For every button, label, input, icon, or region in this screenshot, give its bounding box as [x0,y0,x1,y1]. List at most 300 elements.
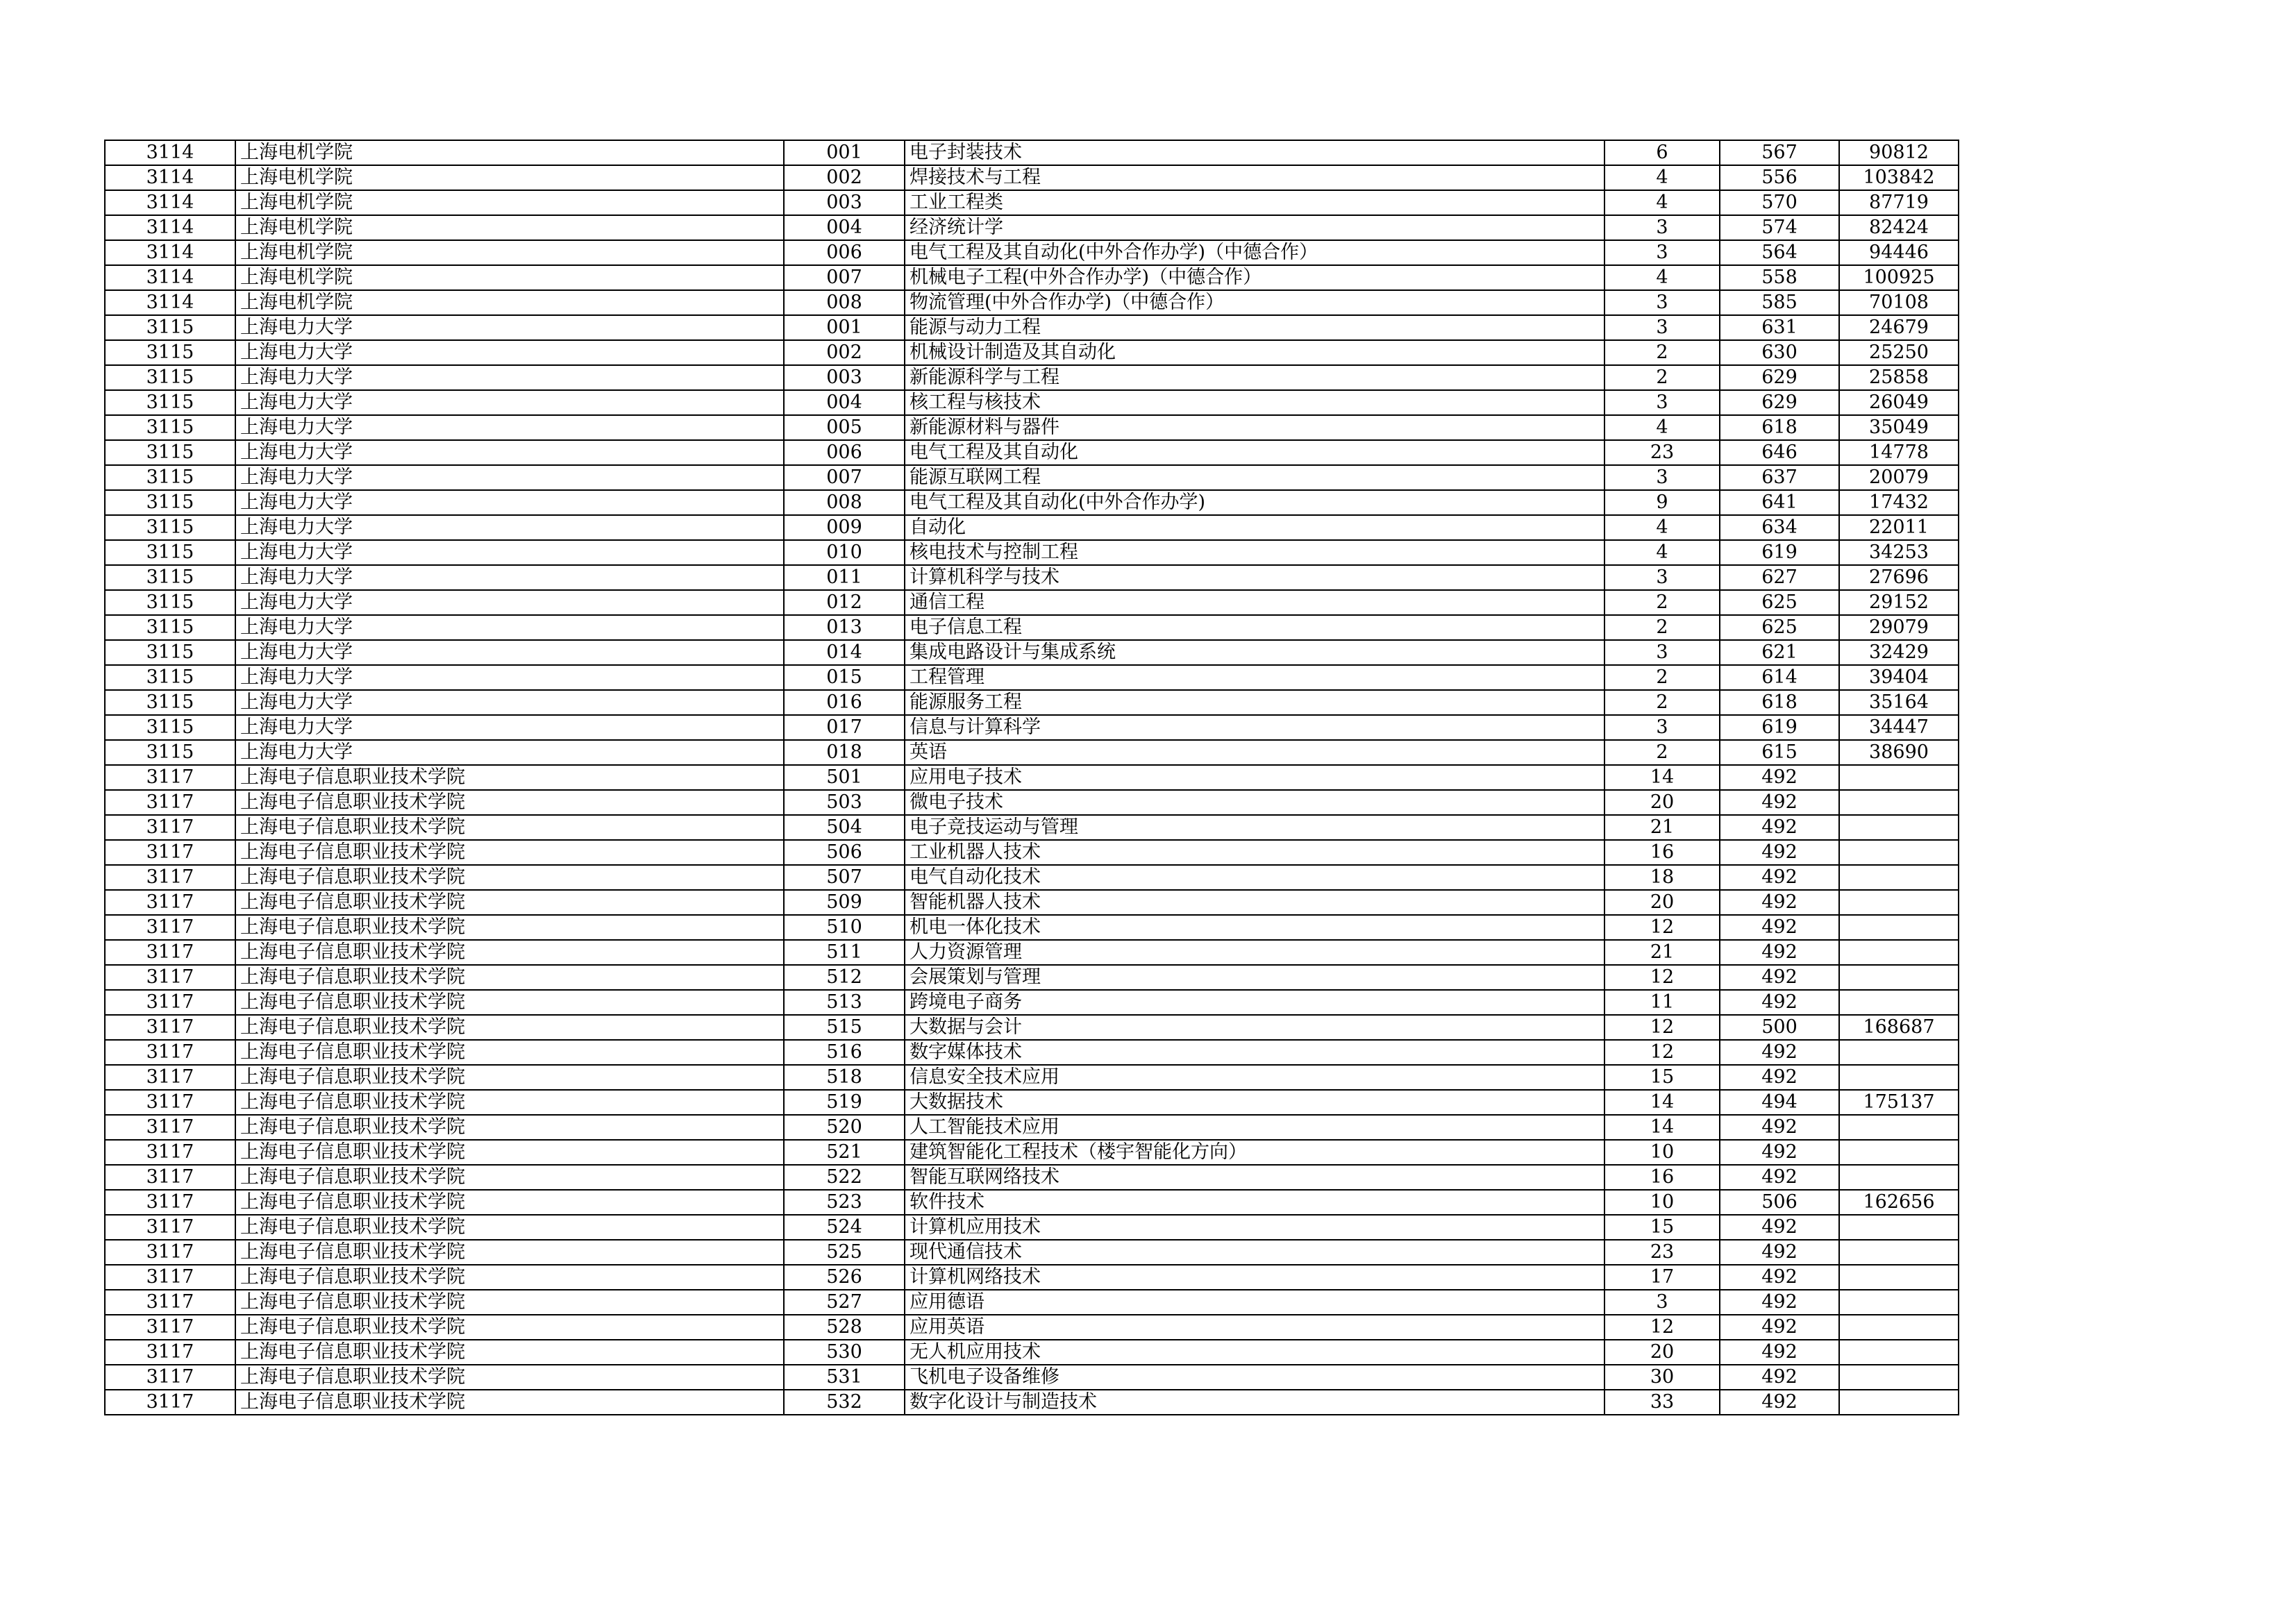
major-name-cell: 电子竞技运动与管理 [905,815,1604,840]
school-name-cell: 上海电力大学 [235,615,784,640]
major-name-cell: 数字媒体技术 [905,1040,1604,1065]
major-code-cell: 007 [784,465,905,490]
major-code-cell: 002 [784,165,905,190]
school-code-cell: 3117 [105,990,235,1015]
major-name-cell: 建筑智能化工程技术（楼宇智能化方向） [905,1140,1604,1165]
school-code-cell: 3114 [105,190,235,215]
school-name-cell: 上海电子信息职业技术学院 [235,940,784,965]
major-code-cell: 512 [784,965,905,990]
table-row [105,1065,1959,1090]
school-code-cell: 3115 [105,615,235,640]
min-rank-cell [1839,1315,1959,1340]
major-name-cell: 人力资源管理 [905,940,1604,965]
school-code-cell: 3117 [105,1265,235,1290]
school-name-cell: 上海电力大学 [235,390,784,415]
major-code-cell: 524 [784,1215,905,1240]
major-name-cell: 应用德语 [905,1290,1604,1315]
min-score-cell: 627 [1720,565,1839,590]
school-code-cell: 3117 [105,1090,235,1115]
table-row [105,740,1959,765]
min-score-cell: 646 [1720,440,1839,465]
min-score-cell: 492 [1720,1140,1839,1165]
table-row [105,790,1959,815]
major-code-cell: 004 [784,390,905,415]
major-code-cell: 012 [784,590,905,615]
major-name-cell: 大数据技术 [905,1090,1604,1115]
major-code-cell: 528 [784,1315,905,1340]
major-code-cell: 522 [784,1165,905,1190]
school-code-cell: 3115 [105,540,235,565]
major-name-cell: 机电一体化技术 [905,915,1604,940]
school-name-cell: 上海电子信息职业技术学院 [235,1315,784,1340]
table-row [105,1215,1959,1240]
table-row [105,1015,1959,1040]
min-score-cell: 492 [1720,1215,1839,1240]
min-score-cell: 492 [1720,1115,1839,1140]
school-code-cell: 3117 [105,1165,235,1190]
plan-count-cell: 17 [1604,1265,1720,1290]
school-code-cell: 3114 [105,140,235,165]
min-score-cell: 614 [1720,665,1839,690]
plan-count-cell: 12 [1604,915,1720,940]
major-name-cell: 通信工程 [905,590,1604,615]
min-score-cell: 492 [1720,840,1839,865]
min-score-cell: 500 [1720,1015,1839,1040]
school-name-cell: 上海电力大学 [235,315,784,340]
major-name-cell: 机械设计制造及其自动化 [905,340,1604,365]
major-code-cell: 005 [784,415,905,440]
school-code-cell: 3115 [105,690,235,715]
table-row [105,665,1959,690]
plan-count-cell: 12 [1604,965,1720,990]
school-name-cell: 上海电机学院 [235,265,784,290]
min-rank-cell: 34447 [1839,715,1959,740]
major-name-cell: 软件技术 [905,1190,1604,1215]
school-code-cell: 3115 [105,715,235,740]
major-name-cell: 应用英语 [905,1315,1604,1340]
plan-count-cell: 4 [1604,190,1720,215]
min-score-cell: 492 [1720,915,1839,940]
min-score-cell: 558 [1720,265,1839,290]
min-rank-cell: 32429 [1839,640,1959,665]
min-score-cell: 629 [1720,365,1839,390]
major-code-cell: 509 [784,890,905,915]
min-rank-cell [1839,1115,1959,1140]
major-name-cell: 电气工程及其自动化(中外合作办学)（中德合作） [905,240,1604,265]
major-name-cell: 工程管理 [905,665,1604,690]
major-name-cell: 经济统计学 [905,215,1604,240]
school-name-cell: 上海电力大学 [235,640,784,665]
admission-table [104,140,1959,1415]
plan-count-cell: 15 [1604,1215,1720,1240]
min-rank-cell: 25250 [1839,340,1959,365]
major-name-cell: 核工程与核技术 [905,390,1604,415]
major-code-cell: 504 [784,815,905,840]
school-name-cell: 上海电子信息职业技术学院 [235,1115,784,1140]
min-rank-cell [1839,1290,1959,1315]
major-code-cell: 523 [784,1190,905,1215]
major-name-cell: 英语 [905,740,1604,765]
min-rank-cell [1839,1065,1959,1090]
school-name-cell: 上海电子信息职业技术学院 [235,765,784,790]
major-name-cell: 计算机应用技术 [905,1215,1604,1240]
plan-count-cell: 12 [1604,1040,1720,1065]
min-score-cell: 641 [1720,490,1839,515]
major-code-cell: 516 [784,1040,905,1065]
table-row [105,265,1959,290]
min-rank-cell [1839,965,1959,990]
major-name-cell: 无人机应用技术 [905,1340,1604,1365]
plan-count-cell: 2 [1604,365,1720,390]
school-name-cell: 上海电力大学 [235,565,784,590]
major-name-cell: 能源互联网工程 [905,465,1604,490]
major-name-cell: 电气工程及其自动化(中外合作办学) [905,490,1604,515]
major-name-cell: 应用电子技术 [905,765,1604,790]
major-name-cell: 智能机器人技术 [905,890,1604,915]
min-score-cell: 564 [1720,240,1839,265]
min-score-cell: 506 [1720,1190,1839,1215]
school-code-cell: 3115 [105,740,235,765]
min-score-cell: 492 [1720,1065,1839,1090]
min-rank-cell [1839,1340,1959,1365]
plan-count-cell: 33 [1604,1390,1720,1415]
table-row [105,390,1959,415]
school-code-cell: 3115 [105,515,235,540]
major-name-cell: 电子信息工程 [905,615,1604,640]
table-row [105,565,1959,590]
major-name-cell: 跨境电子商务 [905,990,1604,1015]
major-code-cell: 008 [784,290,905,315]
plan-count-cell: 2 [1604,665,1720,690]
table-row [105,165,1959,190]
min-score-cell: 492 [1720,815,1839,840]
school-code-cell: 3114 [105,240,235,265]
min-score-cell: 567 [1720,140,1839,165]
school-code-cell: 3115 [105,465,235,490]
plan-count-cell: 15 [1604,1065,1720,1090]
min-score-cell: 631 [1720,315,1839,340]
school-name-cell: 上海电力大学 [235,340,784,365]
plan-count-cell: 2 [1604,590,1720,615]
table-row [105,1315,1959,1340]
plan-count-cell: 3 [1604,390,1720,415]
major-name-cell: 工业工程类 [905,190,1604,215]
table-row [105,340,1959,365]
major-name-cell: 机械电子工程(中外合作办学)（中德合作） [905,265,1604,290]
school-code-cell: 3117 [105,890,235,915]
table-row [105,215,1959,240]
plan-count-cell: 10 [1604,1190,1720,1215]
min-score-cell: 625 [1720,615,1839,640]
min-score-cell: 492 [1720,790,1839,815]
school-code-cell: 3117 [105,1190,235,1215]
school-name-cell: 上海电子信息职业技术学院 [235,1215,784,1240]
major-code-cell: 014 [784,640,905,665]
min-rank-cell [1839,1215,1959,1240]
plan-count-cell: 3 [1604,640,1720,665]
min-rank-cell: 20079 [1839,465,1959,490]
table-row [105,915,1959,940]
min-rank-cell [1839,1365,1959,1390]
major-name-cell: 智能互联网络技术 [905,1165,1604,1190]
major-code-cell: 521 [784,1140,905,1165]
plan-count-cell: 3 [1604,715,1720,740]
min-score-cell: 492 [1720,765,1839,790]
school-name-cell: 上海电子信息职业技术学院 [235,990,784,1015]
major-code-cell: 527 [784,1290,905,1315]
min-score-cell: 570 [1720,190,1839,215]
plan-count-cell: 11 [1604,990,1720,1015]
table-row [105,690,1959,715]
table-row [105,940,1959,965]
plan-count-cell: 3 [1604,240,1720,265]
major-name-cell: 计算机科学与技术 [905,565,1604,590]
major-code-cell: 520 [784,1115,905,1140]
major-name-cell: 电气工程及其自动化 [905,440,1604,465]
table-row [105,540,1959,565]
plan-count-cell: 3 [1604,215,1720,240]
major-code-cell: 015 [784,665,905,690]
school-name-cell: 上海电力大学 [235,715,784,740]
major-name-cell: 焊接技术与工程 [905,165,1604,190]
major-name-cell: 大数据与会计 [905,1015,1604,1040]
major-code-cell: 532 [784,1390,905,1415]
school-name-cell: 上海电力大学 [235,465,784,490]
min-score-cell: 492 [1720,890,1839,915]
table-row [105,1040,1959,1065]
school-code-cell: 3115 [105,415,235,440]
table-row [105,1190,1959,1215]
min-score-cell: 492 [1720,965,1839,990]
plan-count-cell: 6 [1604,140,1720,165]
min-score-cell: 625 [1720,590,1839,615]
school-code-cell: 3117 [105,1015,235,1040]
plan-count-cell: 23 [1604,1240,1720,1265]
major-code-cell: 510 [784,915,905,940]
major-code-cell: 511 [784,940,905,965]
plan-count-cell: 21 [1604,815,1720,840]
plan-count-cell: 3 [1604,290,1720,315]
min-score-cell: 574 [1720,215,1839,240]
school-code-cell: 3117 [105,940,235,965]
table-row [105,965,1959,990]
table-row [105,865,1959,890]
min-score-cell: 637 [1720,465,1839,490]
school-name-cell: 上海电力大学 [235,415,784,440]
major-code-cell: 010 [784,540,905,565]
school-name-cell: 上海电力大学 [235,590,784,615]
school-name-cell: 上海电子信息职业技术学院 [235,1240,784,1265]
major-code-cell: 525 [784,1240,905,1265]
min-rank-cell [1839,890,1959,915]
major-code-cell: 501 [784,765,905,790]
school-name-cell: 上海电机学院 [235,215,784,240]
school-code-cell: 3117 [105,1215,235,1240]
plan-count-cell: 30 [1604,1365,1720,1390]
min-rank-cell: 70108 [1839,290,1959,315]
school-code-cell: 3117 [105,1140,235,1165]
min-score-cell: 492 [1720,1315,1839,1340]
min-rank-cell: 168687 [1839,1015,1959,1040]
school-code-cell: 3117 [105,965,235,990]
min-score-cell: 618 [1720,415,1839,440]
min-score-cell: 615 [1720,740,1839,765]
min-rank-cell: 35049 [1839,415,1959,440]
major-code-cell: 507 [784,865,905,890]
major-code-cell: 519 [784,1090,905,1115]
school-name-cell: 上海电子信息职业技术学院 [235,790,784,815]
school-name-cell: 上海电子信息职业技术学院 [235,1165,784,1190]
school-name-cell: 上海电力大学 [235,740,784,765]
plan-count-cell: 2 [1604,690,1720,715]
min-score-cell: 621 [1720,640,1839,665]
table-row [105,1240,1959,1265]
min-rank-cell [1839,790,1959,815]
major-name-cell: 电子封装技术 [905,140,1604,165]
school-name-cell: 上海电子信息职业技术学院 [235,1265,784,1290]
major-name-cell: 人工智能技术应用 [905,1115,1604,1140]
major-code-cell: 506 [784,840,905,865]
major-code-cell: 526 [784,1265,905,1290]
school-code-cell: 3114 [105,165,235,190]
min-score-cell: 619 [1720,715,1839,740]
school-name-cell: 上海电机学院 [235,190,784,215]
table-row [105,990,1959,1015]
major-code-cell: 009 [784,515,905,540]
school-name-cell: 上海电力大学 [235,515,784,540]
table-row [105,765,1959,790]
major-name-cell: 飞机电子设备维修 [905,1365,1604,1390]
school-code-cell: 3117 [105,1340,235,1365]
school-name-cell: 上海电子信息职业技术学院 [235,1015,784,1040]
min-score-cell: 492 [1720,1265,1839,1290]
table-row [105,490,1959,515]
school-name-cell: 上海电子信息职业技术学院 [235,840,784,865]
min-rank-cell [1839,990,1959,1015]
min-rank-cell: 82424 [1839,215,1959,240]
major-code-cell: 017 [784,715,905,740]
plan-count-cell: 4 [1604,515,1720,540]
table-row [105,590,1959,615]
plan-count-cell: 12 [1604,1315,1720,1340]
major-code-cell: 006 [784,240,905,265]
min-score-cell: 629 [1720,390,1839,415]
min-score-cell: 492 [1720,1165,1839,1190]
major-code-cell: 515 [784,1015,905,1040]
major-code-cell: 016 [784,690,905,715]
school-code-cell: 3117 [105,1040,235,1065]
major-code-cell: 530 [784,1340,905,1365]
table-row [105,615,1959,640]
table-row [105,1165,1959,1190]
school-name-cell: 上海电子信息职业技术学院 [235,1040,784,1065]
table-row [105,240,1959,265]
school-name-cell: 上海电力大学 [235,440,784,465]
school-name-cell: 上海电机学院 [235,165,784,190]
major-code-cell: 013 [784,615,905,640]
min-score-cell: 492 [1720,940,1839,965]
plan-count-cell: 14 [1604,1115,1720,1140]
major-name-cell: 集成电路设计与集成系统 [905,640,1604,665]
plan-count-cell: 3 [1604,1290,1720,1315]
min-rank-cell [1839,865,1959,890]
table-row [105,815,1959,840]
school-code-cell: 3115 [105,340,235,365]
school-name-cell: 上海电子信息职业技术学院 [235,815,784,840]
school-code-cell: 3117 [105,1390,235,1415]
school-code-cell: 3117 [105,815,235,840]
min-rank-cell: 162656 [1839,1190,1959,1215]
school-code-cell: 3114 [105,290,235,315]
plan-count-cell: 16 [1604,840,1720,865]
plan-count-cell: 4 [1604,165,1720,190]
major-code-cell: 003 [784,365,905,390]
major-code-cell: 003 [784,190,905,215]
plan-count-cell: 14 [1604,765,1720,790]
plan-count-cell: 2 [1604,740,1720,765]
min-rank-cell: 94446 [1839,240,1959,265]
plan-count-cell: 18 [1604,865,1720,890]
table-row [105,365,1959,390]
school-code-cell: 3117 [105,1065,235,1090]
major-code-cell: 008 [784,490,905,515]
min-score-cell: 492 [1720,1340,1839,1365]
min-rank-cell: 29079 [1839,615,1959,640]
min-rank-cell: 100925 [1839,265,1959,290]
min-rank-cell [1839,840,1959,865]
plan-count-cell: 4 [1604,415,1720,440]
major-code-cell: 503 [784,790,905,815]
plan-count-cell: 20 [1604,1340,1720,1365]
school-name-cell: 上海电子信息职业技术学院 [235,915,784,940]
plan-count-cell: 21 [1604,940,1720,965]
school-code-cell: 3115 [105,640,235,665]
plan-count-cell: 14 [1604,1090,1720,1115]
min-score-cell: 618 [1720,690,1839,715]
table-row [105,515,1959,540]
table-row [105,1390,1959,1415]
min-rank-cell: 38690 [1839,740,1959,765]
school-code-cell: 3117 [105,1365,235,1390]
major-name-cell: 信息与计算科学 [905,715,1604,740]
min-score-cell: 585 [1720,290,1839,315]
school-code-cell: 3114 [105,215,235,240]
min-rank-cell: 27696 [1839,565,1959,590]
major-code-cell: 018 [784,740,905,765]
plan-count-cell: 4 [1604,540,1720,565]
school-code-cell: 3115 [105,565,235,590]
school-code-cell: 3117 [105,765,235,790]
min-rank-cell: 24679 [1839,315,1959,340]
plan-count-cell: 10 [1604,1140,1720,1165]
major-code-cell: 004 [784,215,905,240]
school-name-cell: 上海电力大学 [235,490,784,515]
school-code-cell: 3115 [105,365,235,390]
school-code-cell: 3117 [105,1315,235,1340]
min-score-cell: 494 [1720,1090,1839,1115]
table-row [105,1140,1959,1165]
plan-count-cell: 2 [1604,615,1720,640]
min-score-cell: 634 [1720,515,1839,540]
major-name-cell: 微电子技术 [905,790,1604,815]
min-rank-cell [1839,940,1959,965]
table-row [105,1115,1959,1140]
major-name-cell: 信息安全技术应用 [905,1065,1604,1090]
min-rank-cell: 90812 [1839,140,1959,165]
major-name-cell: 会展策划与管理 [905,965,1604,990]
school-name-cell: 上海电子信息职业技术学院 [235,1140,784,1165]
min-score-cell: 630 [1720,340,1839,365]
